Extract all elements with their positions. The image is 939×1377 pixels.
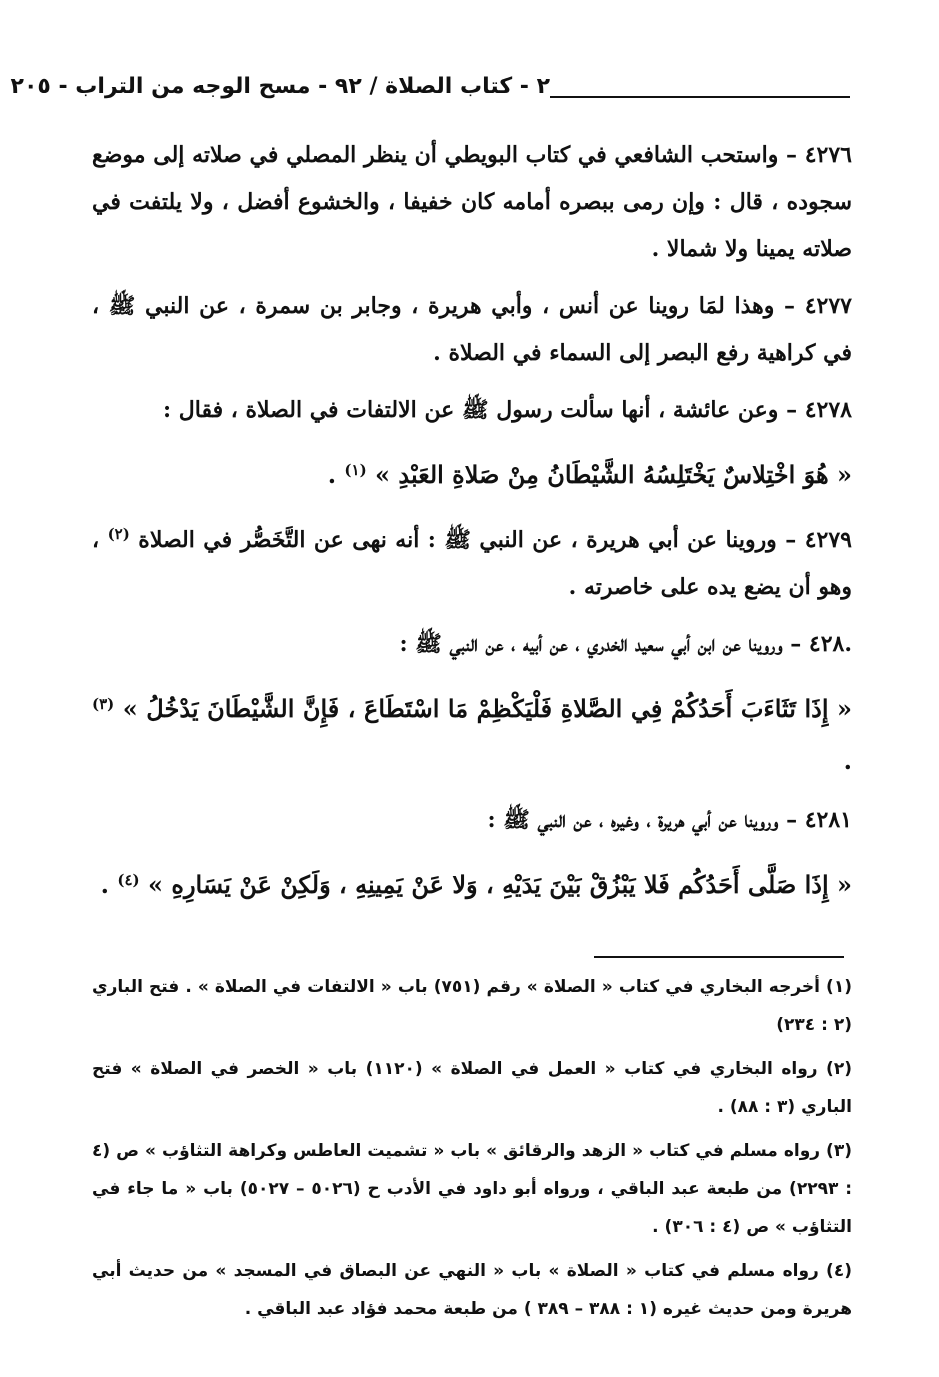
paragraph-4280 xyxy=(92,621,852,668)
hadith-quote-3 xyxy=(92,854,852,911)
hadith-quote-1 xyxy=(92,444,852,501)
paragraph-tail: ، وهو أن يضع يده على خاصرته . xyxy=(92,527,852,600)
paragraph-4276 xyxy=(92,132,852,273)
paragraph-4279 xyxy=(92,511,852,611)
quote-tail: . xyxy=(100,870,118,899)
paragraph-4281 xyxy=(92,797,852,844)
footnote-marker: (٢) xyxy=(107,525,130,543)
quote-text: « إِذَا صَلَّى أَحَدُكُم فَلا يَبْزُقْ بَيْنَ يَدَيْهِ ، وَلا عَنْ يَمِينِهِ ، وَلَكِنْ عَنْ يَسَارِهِ » xyxy=(148,870,852,899)
paragraph-4278 xyxy=(92,387,852,434)
footnote-marker: (٤) xyxy=(117,871,140,889)
hadith-quote-2 xyxy=(92,678,852,787)
paragraph-4277 xyxy=(92,283,852,377)
quote-tail: . xyxy=(327,460,345,489)
quote-text: « هُوَ اخْتِلاسٌ يَخْتَلِسُهُ الشَّيْطَانُ مِنْ صَلاةِ العَبْدِ » xyxy=(375,460,852,489)
footnote-2: (٢) رواه البخاري في كتاب « العمل في الصلاة » (١١٢٠) باب « الخصر في الصلاة » فتح الباري (٣ : ٨٨) . xyxy=(92,1059,853,1117)
paragraph-text: ٤٢٨١ – وروينا عن أبي هريرة ، وغيره ، عن النبي ﷺ : xyxy=(487,807,852,833)
paragraph-text: ٤٢٧٦ – واستحب الشافعي في كتاب البويطي أن ينظر المصلي في صلاته إلى موضع سجوده ، قال : وإن رمى ببصره أمامه كان خفيفا ، والخشوع أفضل ، ولا يلتفت في صلاته يمينا ولا شمالا . xyxy=(92,142,852,262)
quote-tail: . xyxy=(843,746,852,775)
running-title: ٢ - كتاب الصلاة / ٩٢ - مسح الوجه من التراب - ٢٠٥ xyxy=(10,74,550,99)
running-header xyxy=(10,62,850,106)
footnotes xyxy=(92,968,852,1334)
footnote-separator xyxy=(594,956,844,958)
quote-text: « إِذَا تَثَاءَبَ أَحَدُكُمْ فِي الصَّلاةِ فَلْيَكْظِمْ مَا اسْتَطَاعَ ، فَإِنَّ الشَّيْطَانَ يَدْخُلُ » xyxy=(122,694,852,723)
paragraph-text: ٤٢٧٧ – وهذا لمَا روينا عن أنس ، وأبي هريرة ، وجابر بن سمرة ، عن النبي ﷺ ، في كراهية رفع البصر إلى السماء في الصلاة . xyxy=(92,293,852,366)
paragraph-text: .٤٢٨ – وروينا عن ابن أبي سعيد الخدري ، عن أبيه ، عن النبي ﷺ : xyxy=(399,631,852,657)
paragraph-text: ٤٢٧٨ – وعن عائشة ، أنها سألت رسول ﷺ عن الالتفات في الصلاة ، فقال : xyxy=(162,397,852,423)
header-rule xyxy=(550,96,850,98)
footnote-marker: (٣) xyxy=(92,695,115,713)
footnote-4: (٤) رواه مسلم في كتاب « الصلاة » باب « النهي عن البصاق في المسجد » من حديث أبي هريرة ومن حديث غيره (١ : ٣٨٨ – ٣٨٩ ) من طبعة محمد فؤاد عبد الباقي . xyxy=(92,1261,852,1319)
main-text xyxy=(92,132,852,921)
paragraph-text: ٤٢٧٩ – وروينا عن أبي هريرة ، عن النبي ﷺ : أنه نهى عن التَّخَصُّر في الصلاة xyxy=(138,527,852,553)
footnote-3: (٣) رواه مسلم في كتاب « الزهد والرقائق » باب « تشميت العاطس وكراهة التثاؤب » ص (٤ : ٢٢٩٣) من طبعة عبد الباقي ، ورواه أبو داود في الأدب ح (٥٠٢٦ – ٥٠٢٧) باب « ما جاء في التثاؤب » ص (٤ : ٣٠٦) . xyxy=(92,1141,853,1237)
footnote-1: (١) أخرجه البخاري في كتاب « الصلاة » رقم (٧٥١) باب « الالتفات في الصلاة » . فتح الباري (٢ : ٢٣٤) xyxy=(92,977,852,1035)
footnote-marker: (١) xyxy=(344,461,367,479)
